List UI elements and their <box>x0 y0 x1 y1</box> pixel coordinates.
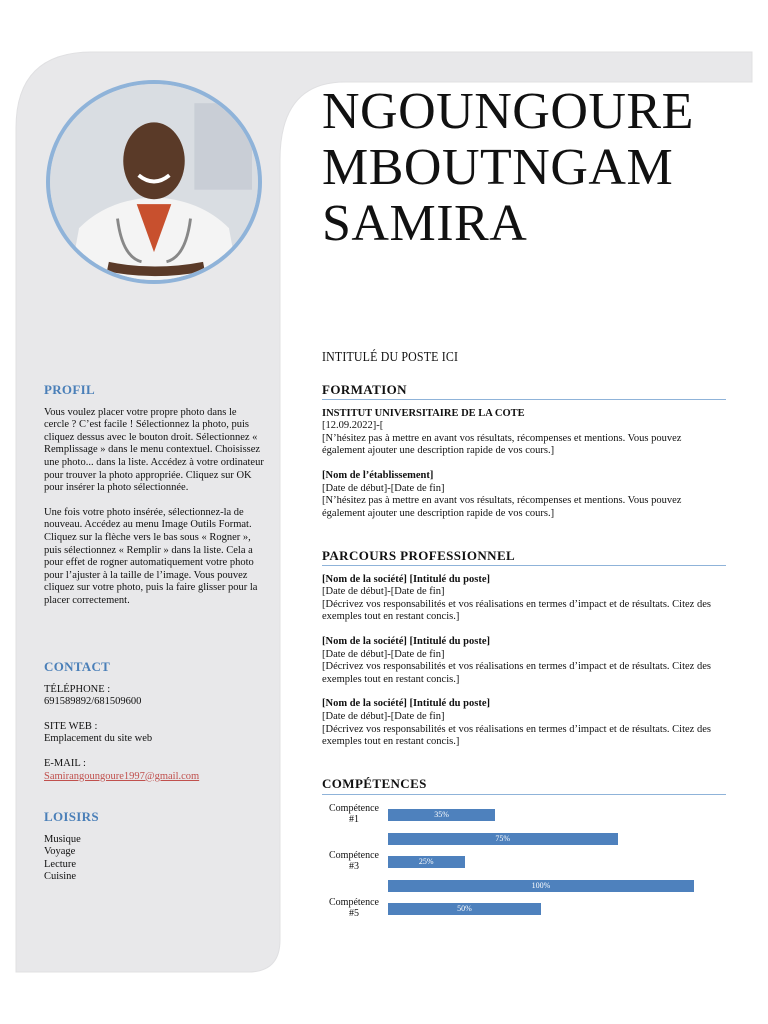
school-name: [Nom de l’établissement] <box>322 469 434 481</box>
skill-category-label: Compétence #5 <box>329 897 379 919</box>
profile-paragraph-1: Vous voulez placer votre propre photo dans le cercle ? C’est facile ! Sélectionnez la photo, puis cliquez dessus avec le bouton droit. Sélectionnez « Remplissage » dans le menu contextuel. Choisissez une photo... dans la liste. Accédez à votre ordinateur pour trouver la photo appropriée. Cliquez sur OK pour insérer la photo sélectionnée. <box>44 406 264 494</box>
skill-category-label: Compétence #1 <box>329 803 379 825</box>
education-entry <box>322 408 726 458</box>
experience-entry <box>322 574 726 624</box>
skill-bar <box>388 856 465 868</box>
hobby-item: Lecture <box>44 858 77 870</box>
job-entry-description: [Décrivez vos responsabilités et vos réalisations en termes d’impact et de résultats. Citez des exemples tout en restant concis.] <box>322 661 711 685</box>
education-dates: [Date de début]-[Date de fin] <box>322 482 445 494</box>
experience-entry <box>322 636 726 686</box>
skills-bar-chart <box>322 800 726 920</box>
hobby-item: Voyage <box>44 846 76 858</box>
hobbies-section <box>44 811 264 884</box>
skill-category-label: Compétence #3 <box>329 850 379 872</box>
job-entry-dates: [Date de début]-[Date de fin] <box>322 648 445 660</box>
education-heading: FORMATION <box>322 384 726 400</box>
skill-bar-value-label: 25% <box>418 857 434 866</box>
job-entry-dates: [Date de début]-[Date de fin] <box>322 586 445 598</box>
skills-heading: COMPÉTENCES <box>322 776 726 795</box>
website-label: SITE WEB : <box>44 720 98 732</box>
education-description: [N’hésitez pas à mettre en avant vos résultats, récompenses et mentions. Vous pouvez également ajouter une description rapide de vos cours.] <box>322 495 682 519</box>
hobby-item: Cuisine <box>44 871 77 883</box>
experience-heading: PARCOURS PROFESSIONNEL <box>322 550 726 566</box>
skill-bar <box>388 903 541 915</box>
website-value: Emplacement du site web <box>44 733 153 745</box>
education-section <box>322 384 726 532</box>
job-entry-title: [Nom de la société] [Intitulé du poste] <box>322 698 490 710</box>
skill-bar <box>388 880 694 892</box>
skill-bar <box>388 809 495 821</box>
experience-section <box>322 550 726 761</box>
hobby-item: Musique <box>44 833 81 845</box>
email-label: E-MAIL : <box>44 757 86 769</box>
contact-heading: CONTACT <box>44 659 111 674</box>
profile-paragraph-2: Une fois votre photo insérée, sélectionnez-la de nouveau. Accédez au menu Image Outils Format. Cliquez sur la flèche vers le bas sous « Rogner », puis sélectionnez « Remplir » dans la liste. Cela a pour effet de rogner automatiquement votre photo pour l’ajuster à la taille de l’image. Vous pouvez cliquez sur votre photo, puis la faire glisser pour la placer correctement. <box>44 506 258 606</box>
job-entry-title: [Nom de la société] [Intitulé du poste] <box>322 573 490 585</box>
skill-bar-value-label: 35% <box>434 810 449 819</box>
job-entry-description: [Décrivez vos responsabilités et vos réalisations en termes d’impact et de résultats. Citez des exemples tout en restant concis.] <box>322 598 711 623</box>
skill-bar-value-label: 100% <box>531 880 551 890</box>
phone-label: TÉLÉPHONE : <box>44 683 111 695</box>
skill-bar-value-label: 50% <box>457 904 472 913</box>
phone-value: 691589892/681509600 <box>44 696 142 708</box>
skill-bar-value-label: 75% <box>495 833 511 843</box>
hobbies-heading: LOISIRS <box>44 809 99 824</box>
experience-entry <box>322 698 726 748</box>
profile-heading: PROFIL <box>44 382 95 397</box>
education-description: [N’hésitez pas à mettre en avant vos résultats, récompenses et mentions. Vous pouvez également ajouter une description rapide de vos cours.] <box>322 432 682 457</box>
contact-section <box>44 661 264 795</box>
job-entry-title: [Nom de la société] [Intitulé du poste] <box>322 635 490 647</box>
skill-bar <box>388 833 618 845</box>
profile-section <box>44 384 264 620</box>
job-entry-dates: [Date de début]-[Date de fin] <box>322 710 445 722</box>
education-entry <box>322 470 726 520</box>
job-entry-description: [Décrivez vos responsabilités et vos réalisations en termes d’impact et de résultats. Citez des exemples tout en restant concis.] <box>322 723 711 748</box>
profile-photo-illustration <box>50 84 258 280</box>
job-title: INTITULÉ DU POSTE ICI <box>322 350 459 365</box>
email-link[interactable]: Samirangoungoure1997@gmail.com <box>44 770 200 782</box>
school-name: INSTITUT UNIVERSITAIRE DE LA COTE <box>322 407 525 419</box>
education-dates: [12.09.2022]-[ <box>322 420 384 432</box>
skills-section <box>322 776 726 803</box>
candidate-name: NGOUNGOURE MBOUTNGAM SAMIRA <box>322 83 694 252</box>
profile-photo <box>46 80 262 284</box>
